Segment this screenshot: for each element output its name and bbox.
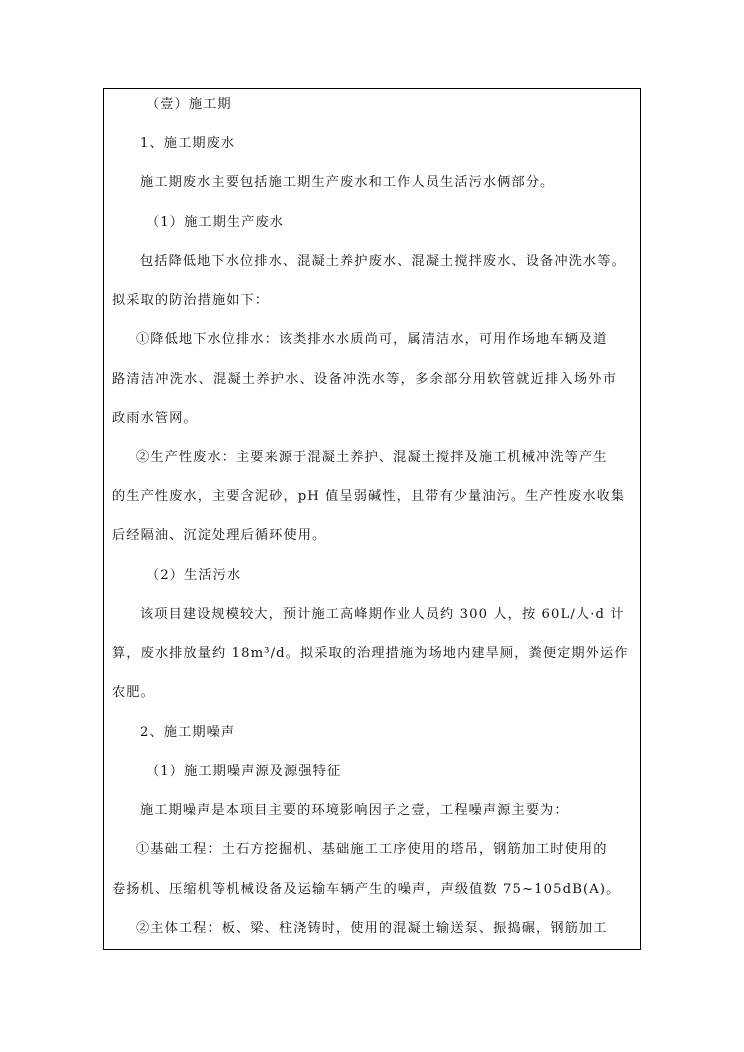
paragraph-line: ①基础工程：土石方挖掘机、基础施工工序使用的塔吊，钢筋加工时使用的: [136, 842, 608, 857]
paragraph-line: ①降低地下水位排水：该类排水水质尚可，属清洁水，可用作场地车辆及道: [136, 332, 608, 347]
paragraph-line: 政雨水管网。: [112, 411, 198, 426]
paragraph-line: 卷扬机、压缩机等机械设备及运输车辆产生的噪声，声级值数 75~105dB(A)。: [112, 882, 621, 897]
subsection-heading: 2、施工期噪声: [140, 725, 236, 740]
paragraph-line: 农肥。: [112, 685, 155, 700]
paragraph-line: 的生产性废水，主要含泥砂，pH 值呈弱碱性，且带有少量油污。生产性废水收集: [112, 489, 626, 504]
paragraph-line: ②主体工程：板、梁、柱浇铸时，使用的混凝土输送泵、振捣碾，钢筋加工: [136, 921, 608, 936]
item-heading: （1）施工期生产废水: [146, 215, 285, 230]
paragraph-line: 路清洁冲洗水、混凝土养护水、设备冲洗水等，多余部分用软管就近排入场外市: [112, 372, 617, 387]
paragraph-line: ②生产性废水：主要来源于混凝土养护、混凝土搅拌及施工机械冲洗等产生: [136, 450, 608, 465]
paragraph-line: 包括降低地下水位排水、混凝土养护废水、混凝土搅拌废水、设备冲洗水等。: [140, 254, 626, 269]
subsection-heading: 1、施工期废水: [140, 136, 236, 151]
item-heading: （2）生活污水: [146, 568, 242, 583]
paragraph-line: 施工期废水主要包括施工期生产废水和工作人员生活污水俩部分。: [140, 175, 555, 190]
paragraph-line: 拟采取的防治措施如下：: [112, 293, 270, 308]
paragraph-line: 施工期噪声是本项目主要的环境影响因子之壹，工程噪声源主要为：: [140, 803, 569, 818]
paragraph-line: 该项目建设规模较大，预计施工高峰期作业人员约 300 人，按 60L/人·d 计: [140, 607, 625, 622]
item-heading: （1）施工期噪声源及源强特征: [146, 764, 342, 779]
paragraph-line: 后经隔油、沉淀处理后循环使用。: [112, 528, 327, 543]
section-heading: （壹）施工期: [146, 97, 232, 112]
paragraph-line: 算，废水排放量约 18m³/d。拟采取的治理措施为场地内建旱厕，粪便定期外运作: [112, 646, 629, 661]
